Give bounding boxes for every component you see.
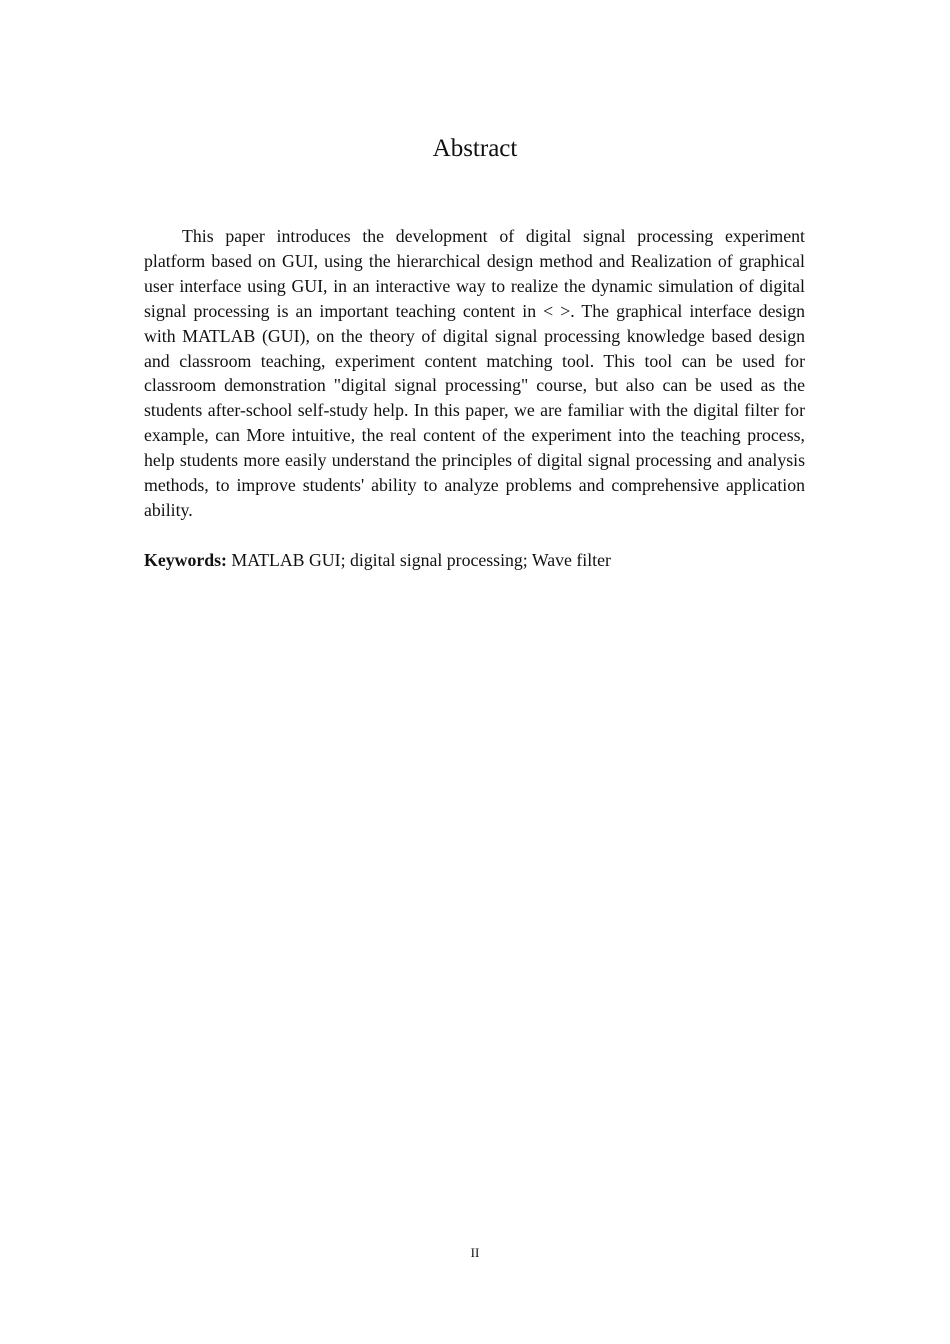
abstract-title: Abstract: [432, 135, 518, 162]
keywords-line: [144, 548, 805, 573]
page-number: II: [470, 1245, 480, 1260]
keywords-label: Keywords:: [144, 549, 227, 570]
abstract-content: [144, 224, 805, 573]
abstract-body: This paper introduces the development of digital signal processing experiment platform based on GUI, using the hierarchical design method and Realization of graphical user interface using GUI, in an interactive way to realize the dynamic simulation of digital signal processing is an important teaching content in < >. The graphical interface design with MATLAB (GUI), on the theory of digital signal processing knowledge based design and classroom teaching, experiment content matching tool. This tool can be used for classroom demonstration "digital signal processing" course, but also can be used as the students after-school self-study help. In this paper, we are familiar with the digital filter for example, can More intuitive, the real content of the experiment into the teaching process, help students more easily understand the principles of digital signal processing and analysis methods, to improve students' ability to analyze problems and comprehensive application ability.: [144, 226, 805, 520]
keywords-value: MATLAB GUI; digital signal processing; Wave filter: [231, 549, 611, 570]
